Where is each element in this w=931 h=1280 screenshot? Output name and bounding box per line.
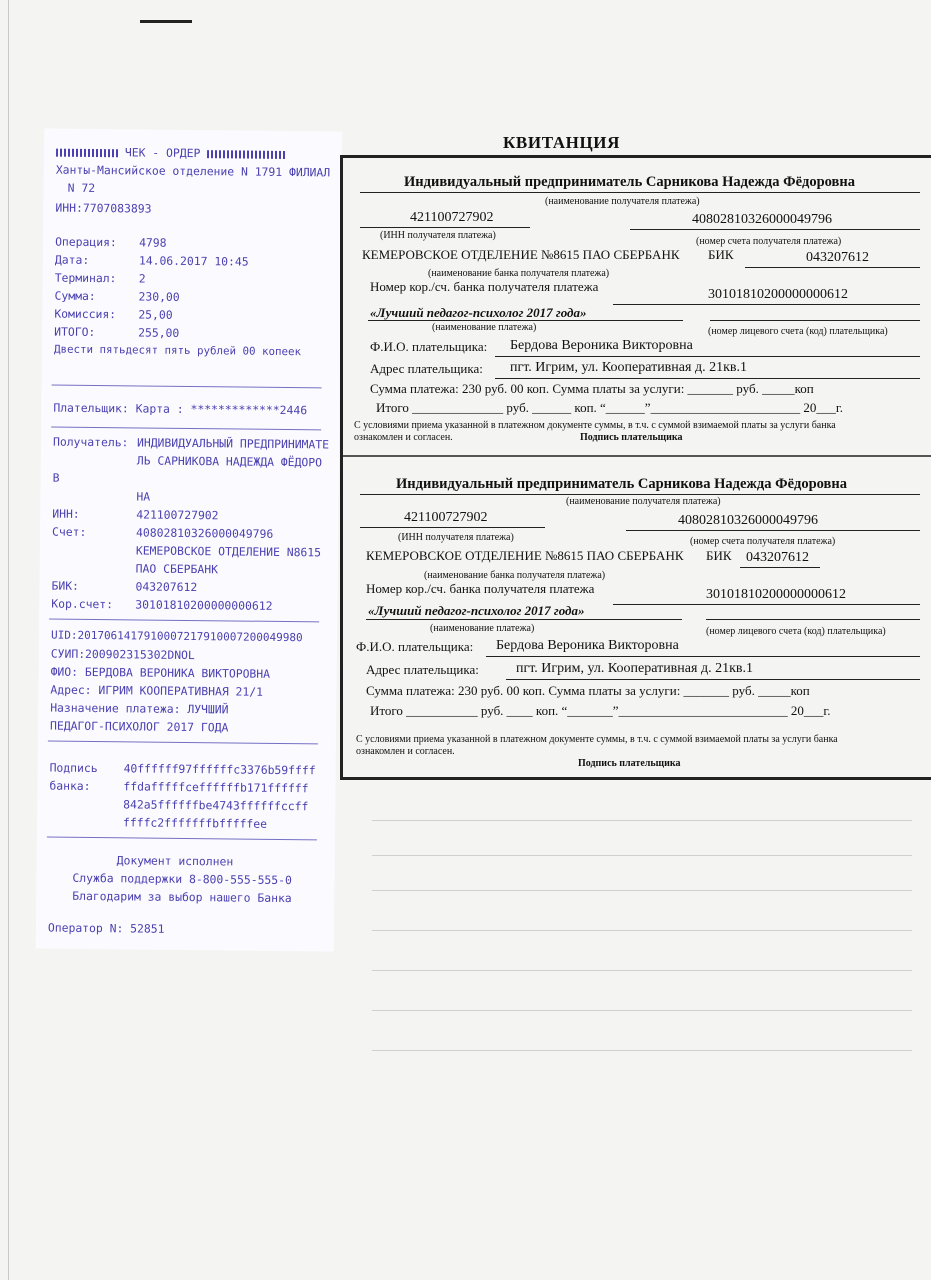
receipt-support: Служба поддержки 8-800-555-555-0 <box>72 870 292 888</box>
receipt-bank-1: КЕМЕРОВСКОЕ ОТДЕЛЕНИЕ N8615 <box>135 543 322 560</box>
stray-mark <box>140 20 192 23</box>
payment-form-2 <box>340 455 931 780</box>
bik-label: БИК <box>708 247 734 262</box>
underline <box>495 378 920 379</box>
underline <box>740 567 820 568</box>
fio-value: Бердова Вероника Викторовна <box>496 638 679 653</box>
address-value: пгт. Игрим, ул. Кооперативная д. 21кв.1 <box>510 360 747 375</box>
receipt-account-value: 40802810326000049796 <box>136 525 274 541</box>
receipt-recipient-label: Получатель: <box>52 434 129 450</box>
underline <box>710 320 920 321</box>
receipt-fio: ФИО: БЕРДОВА ВЕРОНИКА ВИКТОРОВНА <box>50 664 271 681</box>
bik-value: 043207612 <box>746 550 809 565</box>
fio-label: Ф.И.О. плательщика: <box>370 339 488 354</box>
conditions-text-2: ознакомлен и согласен. <box>354 432 453 443</box>
bik-label: БИК <box>706 548 732 563</box>
scan-edge <box>8 0 9 1280</box>
conditions-text: С условиями приема указанной в платежном документе суммы, в т.ч. с суммой взимаемой платы за услуги банка <box>354 420 836 431</box>
fio-label: Ф.И.О. плательщика: <box>356 639 474 654</box>
underline <box>360 527 545 528</box>
account-code-caption: (номер лицевого счета (код) плательщика) <box>708 326 888 337</box>
bank-name: КЕМЕРОВСКОЕ ОТДЕЛЕНИЕ №8615 ПАО СБЕРБАНК <box>366 548 684 563</box>
receipt-header-row <box>56 143 285 163</box>
recipient-caption: (наименование получателя платежа) <box>545 196 700 207</box>
underline <box>706 619 920 620</box>
form-border-bottom <box>340 777 931 780</box>
receipt-commission-value: 25,00 <box>138 307 173 322</box>
conditions-text: С условиями приема указанной в платежном документе суммы, в т.ч. с суммой взимаемой платы за услуги банка <box>356 734 838 745</box>
ghost-print <box>352 790 931 1130</box>
bik-value: 043207612 <box>806 250 869 265</box>
account-code-caption: (номер лицевого счета (код) плательщика) <box>706 626 886 637</box>
underline <box>613 604 920 605</box>
receipt-separator <box>48 741 318 745</box>
address-value: пгт. Игрим, ул. Кооперативная д. 21кв.1 <box>516 661 753 676</box>
thermal-receipt <box>36 128 343 951</box>
receipt-total-words: Двести пятьдесят пять рублей 00 копеек <box>53 342 302 359</box>
conditions-text-2: ознакомлен и согласен. <box>356 746 455 757</box>
receipt-payer: Плательщик: Карта : *************2446 <box>53 400 308 418</box>
receipt-recipient-1: ИНДИВИДУАЛЬНЫЙ ПРЕДПРИНИМАТЕ <box>136 435 330 452</box>
payer-signature: Подпись плательщика <box>578 758 681 769</box>
form-border-top <box>340 455 931 457</box>
underline <box>360 227 530 228</box>
receipt-separator <box>51 427 321 431</box>
receipt-sign-label-2: банка: <box>49 778 91 793</box>
recipient-caption: (наименование получателя платежа) <box>566 496 721 507</box>
receipt-suip: СУИП:200902315302DNOL <box>50 646 195 663</box>
underline <box>366 619 682 620</box>
underline <box>495 356 920 357</box>
inn-caption: (ИНН получателя платежа) <box>380 230 496 241</box>
receipt-date-label: Дата: <box>54 252 90 267</box>
address-label: Адрес плательщика: <box>370 361 483 376</box>
receipt-operation-label: Операция: <box>55 234 117 250</box>
receipt-operation-value: 4798 <box>139 235 167 250</box>
receipt-sign-label-1: Подпись <box>49 760 98 776</box>
receipt-address: Адрес: ИГРИМ КООПЕРАТИВНАЯ 21/1 <box>50 682 264 699</box>
recipient-name: Индивидуальный предприниматель Сарникова Надежда Фёдоровна <box>396 476 847 492</box>
account-caption: (номер счета получателя платежа) <box>690 536 836 547</box>
receipt-uid: UID:2017061417910007217910007200049980 <box>50 628 303 645</box>
receipt-done: Документ исполнен <box>116 853 234 869</box>
payment-purpose: «Лучший педагог-психолог 2017 года» <box>368 603 585 618</box>
receipt-bik-value: 043207612 <box>135 579 198 595</box>
receipt-corr-value: 30101810200000000612 <box>135 597 273 613</box>
receipt-total-value: 255,00 <box>138 325 180 340</box>
receipt-inn: ИНН:7707083893 <box>55 200 152 216</box>
total-line: Итого ______________ руб. ______ коп. “______”_______________________ 20___г. <box>376 400 843 415</box>
fio-value: Бердова Вероника Викторовна <box>510 338 693 353</box>
receipt-purpose-2: ПЕДАГОГ-ПСИХОЛОГ 2017 ГОДА <box>49 718 229 735</box>
underline <box>630 229 920 230</box>
receipt-terminal-value: 2 <box>138 271 146 286</box>
corr-label: Номер кор./сч. банка получателя платежа <box>370 279 599 294</box>
underline <box>745 267 920 268</box>
receipt-sum-label: Сумма: <box>54 288 96 304</box>
sum-line: Сумма платежа: 230 руб. 00 коп. Сумма платы за услуги: _______ руб. _____коп <box>366 683 810 698</box>
bank-name: КЕМЕРОВСКОЕ ОТДЕЛЕНИЕ №8615 ПАО СБЕРБАНК <box>362 247 680 262</box>
receipt-operator: Оператор N: 52851 <box>47 920 165 936</box>
inn-caption: (ИНН получателя платежа) <box>398 532 514 543</box>
account-value: 40802810326000049796 <box>692 212 832 227</box>
form-border-left <box>340 455 343 780</box>
ghost-line <box>372 970 912 971</box>
ghost-line <box>372 890 912 891</box>
receipt-sum-value: 230,00 <box>138 289 180 304</box>
receipt-corr-label: Кор.счет: <box>51 596 114 612</box>
underline <box>368 320 683 321</box>
receipt-recipient-4: НА <box>136 489 151 504</box>
receipt-inn-value: 421100727902 <box>136 507 219 523</box>
sum-line: Сумма платежа: 230 руб. 00 коп. Сумма платы за услуги: _______ руб. _____коп <box>370 381 814 396</box>
inn-value: 421100727902 <box>404 510 488 525</box>
payer-signature: Подпись плательщика <box>580 432 683 443</box>
corr-value: 30101810200000000612 <box>706 587 846 602</box>
bank-caption: (наименование банка получателя платежа) <box>428 268 610 279</box>
receipt-recipient-2: ЛЬ САРНИКОВА НАДЕЖДА ФЁДОРО <box>136 453 323 470</box>
form-border-top <box>340 155 931 158</box>
recipient-name: Индивидуальный предприниматель Сарникова Надежда Фёдоровна <box>404 174 855 190</box>
receipt-header: ЧЕК - ОРДЕР <box>124 145 201 161</box>
total-line: Итого ___________ руб. ____ коп. “_______”__________________________ 20___г. <box>370 703 831 718</box>
receipt-bank-2: ПАО СБЕРБАНК <box>135 561 219 577</box>
underline <box>486 656 920 657</box>
address-label: Адрес плательщика: <box>366 662 479 677</box>
receipt-sign-2: ffdafffffceffffffb171ffffff <box>123 779 309 796</box>
ghost-line <box>372 930 912 931</box>
bank-caption: (наименование банка получателя платежа) <box>424 570 606 581</box>
underline <box>613 304 920 305</box>
ghost-line <box>372 820 912 821</box>
receipt-branch-1: Ханты-Мансийское отделение N 1791 ФИЛИАЛ <box>55 162 331 180</box>
receipt-date-value: 14.06.2017 10:45 <box>138 253 249 269</box>
receipt-sign-3: 842a5ffffffbe4743ffffffccff <box>123 797 309 814</box>
document-title: КВИТАНЦИЯ <box>503 133 621 152</box>
receipt-terminal-label: Терминал: <box>54 270 117 286</box>
receipt-total-label: ИТОГО: <box>54 324 96 340</box>
purpose-caption: (наименование платежа) <box>430 623 535 634</box>
payment-purpose: «Лучший педагог-психолог 2017 года» <box>370 305 587 320</box>
receipt-inn-label: ИНН: <box>52 506 80 521</box>
payment-form-1 <box>340 155 931 455</box>
account-caption: (номер счета получателя платежа) <box>696 236 842 247</box>
receipt-separator <box>47 837 317 841</box>
receipt-commission-label: Комиссия: <box>54 306 117 322</box>
receipt-thanks: Благодарим за выбор нашего Банка <box>72 888 292 906</box>
receipt-recipient-3: В <box>52 470 60 485</box>
receipt-account-label: Счет: <box>52 524 87 539</box>
ghost-line <box>372 1010 912 1011</box>
underline <box>360 494 920 495</box>
receipt-sign-1: 40ffffff97ffffffc3376b59ffff <box>123 761 316 778</box>
underline <box>506 679 920 680</box>
ghost-line <box>372 1050 912 1051</box>
ghost-line <box>372 855 912 856</box>
receipt-separator <box>49 619 319 623</box>
form-border-left <box>340 155 343 455</box>
receipt-sign-4: ffffc2fffffffbfffffee <box>122 815 268 831</box>
receipt-bik-label: БИК: <box>51 578 80 593</box>
receipt-branch-2: N 72 <box>67 180 96 195</box>
corr-label: Номер кор./сч. банка получателя платежа <box>366 581 595 596</box>
purpose-caption: (наименование платежа) <box>432 322 537 333</box>
underline <box>360 192 920 193</box>
receipt-purpose-1: Назначение платежа: ЛУЧШИЙ <box>50 700 229 717</box>
corr-value: 30101810200000000612 <box>708 287 848 302</box>
inn-value: 421100727902 <box>410 210 494 225</box>
receipt-separator <box>52 385 322 389</box>
account-value: 40802810326000049796 <box>678 513 818 528</box>
underline <box>626 530 920 531</box>
